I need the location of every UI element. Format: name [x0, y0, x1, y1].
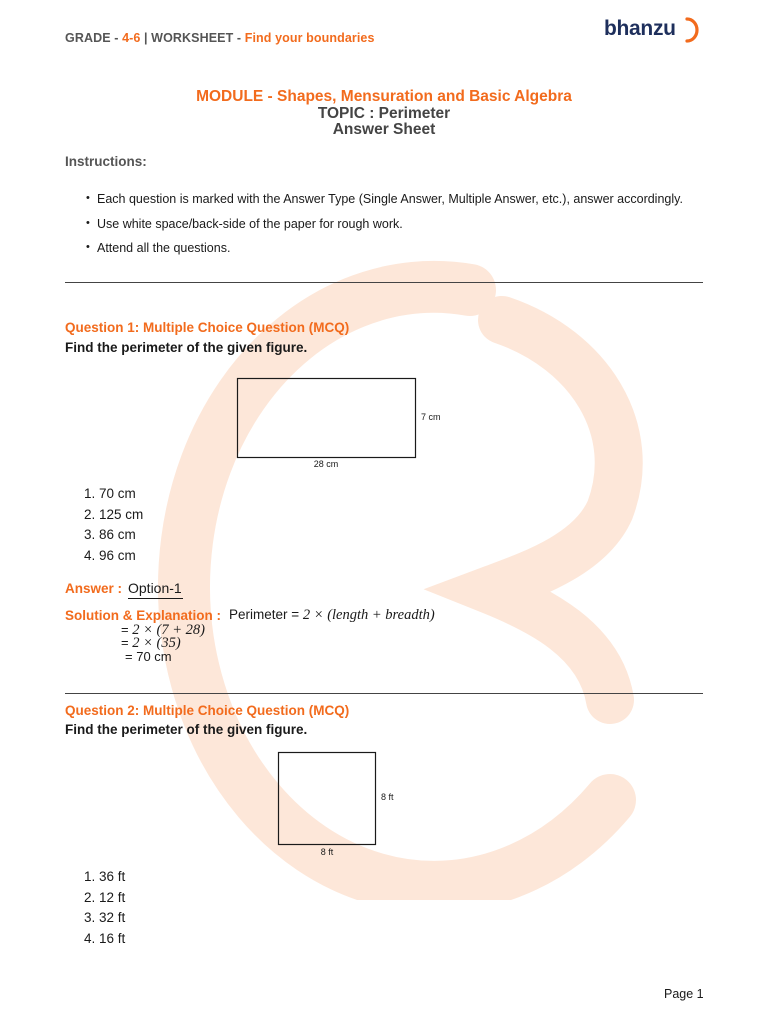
- header-breadcrumb: [65, 31, 375, 45]
- step-prefix: =: [121, 622, 133, 637]
- step-expression: 2 × (7 + 28): [132, 622, 205, 638]
- question-2-options: [84, 869, 125, 951]
- step-expression: 2 × (35): [132, 635, 181, 651]
- solution-label: Solution & Explanation :: [65, 608, 221, 623]
- option-text: 96 cm: [99, 547, 136, 563]
- figure-width-label: 28 cm: [313, 459, 339, 469]
- logo-arc-icon: [684, 16, 706, 44]
- divider: [65, 282, 703, 283]
- question-2-option: [84, 869, 125, 890]
- worksheet-label: | WORKSHEET -: [140, 31, 245, 45]
- square-shape: [279, 753, 376, 845]
- instruction-item: • Attend all the questions.: [86, 241, 683, 266]
- question-2-prompt: Find the perimeter of the given figure.: [65, 722, 308, 737]
- question-1-figure: [225, 370, 465, 475]
- option-number: 2.: [84, 889, 100, 905]
- instructions-heading: Instructions:: [65, 154, 147, 169]
- option-number: 3.: [84, 910, 100, 925]
- grade-value: 4-6: [122, 31, 141, 45]
- question-1-heading: Question 1: Multiple Choice Question (MCQ): [65, 320, 350, 335]
- figure-width-label: 8 ft: [320, 847, 334, 857]
- figure-height-label: 8 ft: [381, 792, 394, 802]
- worksheet-tagline: Find your boundaries: [244, 31, 375, 45]
- topic-title: TOPIC : Perimeter: [317, 105, 451, 122]
- question-1-option: [84, 548, 143, 569]
- rectangle-shape: [238, 379, 416, 458]
- instruction-item: • Use white space/back-side of the paper for rough work.: [86, 217, 683, 242]
- option-text: 32 ft: [99, 910, 126, 925]
- divider: [65, 693, 703, 694]
- figure-height-label: 7 cm: [421, 412, 441, 422]
- answer-value: Option-1: [128, 580, 183, 599]
- logo-text: bhanzu: [604, 17, 676, 40]
- question-2-heading: Question 2: Multiple Choice Question (MCQ): [65, 703, 350, 718]
- option-number: 3.: [84, 527, 100, 542]
- step-expression: 70 cm: [136, 649, 172, 664]
- question-2-option: [84, 890, 125, 911]
- page-number: Page 1: [664, 987, 704, 1001]
- sheet-title: Answer Sheet: [332, 121, 436, 138]
- instruction-item: • Each question is marked with the Answer Type (Single Answer, Multiple Answer, etc.), answer accordingly.: [86, 192, 683, 217]
- solution-intro-text: Perimeter =: [229, 607, 303, 622]
- option-number: 1.: [84, 486, 100, 501]
- question-1-prompt: Find the perimeter of the given figure.: [65, 340, 308, 355]
- answer-label: Answer :: [65, 581, 123, 596]
- solution-formula: 2 × (length + breadth): [302, 607, 435, 623]
- solution-step-3: [125, 649, 172, 664]
- option-text: 36 ft: [99, 869, 126, 884]
- question-1-option: [84, 486, 143, 507]
- option-number: 2.: [84, 506, 100, 522]
- option-text: 86 cm: [99, 527, 136, 542]
- option-text: 16 ft: [99, 930, 126, 946]
- solution-intro: [229, 607, 435, 624]
- step-prefix: =: [121, 635, 133, 650]
- option-text: 70 cm: [99, 486, 136, 501]
- module-title: MODULE - Shapes, Mensuration and Basic Algebra: [196, 88, 572, 105]
- option-number: 4.: [84, 547, 100, 563]
- question-1-option: [84, 507, 143, 528]
- question-2-figure: [270, 745, 420, 860]
- question-2-option: [84, 910, 125, 931]
- question-1-options: [84, 486, 143, 568]
- grade-label: GRADE -: [65, 31, 123, 45]
- option-number: 4.: [84, 930, 100, 946]
- bhanzu-logo: [604, 14, 708, 48]
- question-2-option: [84, 931, 125, 952]
- option-text: 125 cm: [99, 506, 144, 522]
- option-number: 1.: [84, 869, 100, 884]
- option-text: 12 ft: [99, 889, 126, 905]
- instructions-list: [86, 192, 683, 266]
- question-1-option: [84, 527, 143, 548]
- step-prefix: =: [125, 649, 137, 664]
